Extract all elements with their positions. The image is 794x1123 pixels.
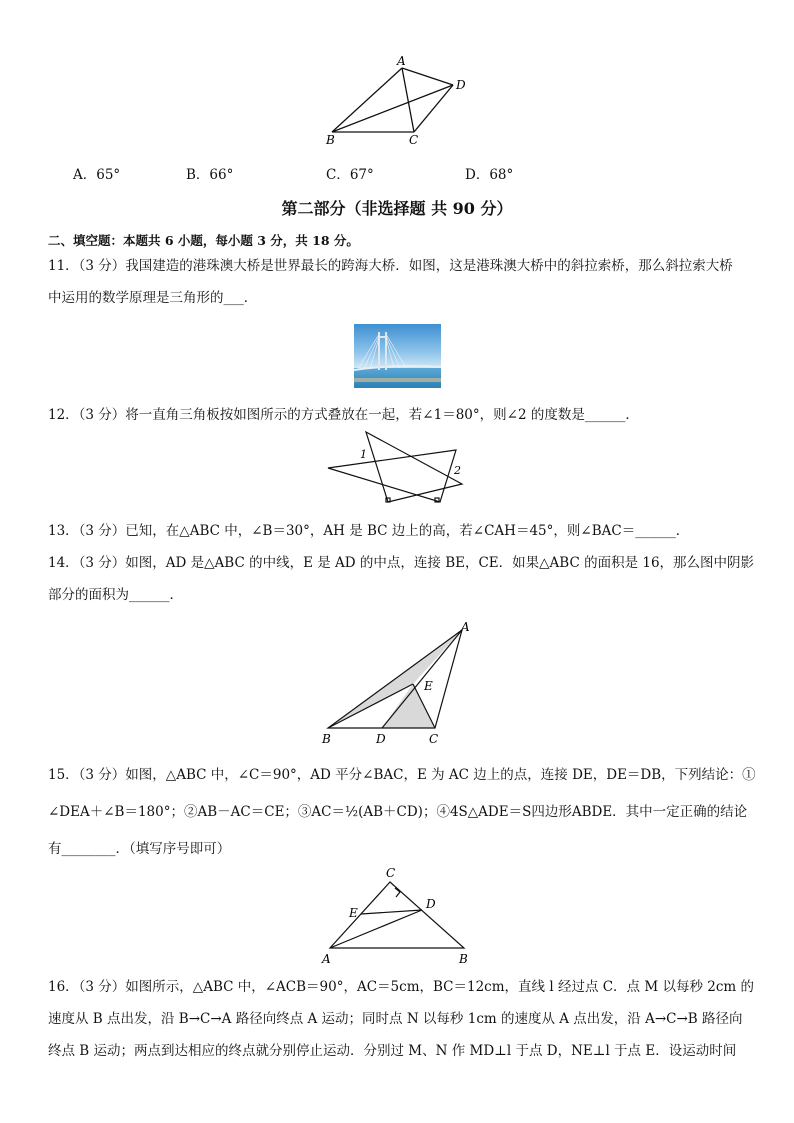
top-quadrilateral-figure — [320, 52, 480, 152]
label-c: C — [386, 866, 396, 880]
q16-line3: 终点 B 运动；两点到达相应的终点就分别停止运动．分别过 M、N 作 MD⊥l 于点 D，NE⊥l 于点 E．设运动时间 — [48, 1043, 737, 1059]
q14-line1: 14．（3 分）如图，AD 是△ABC 的中线，E 是 AD 的中点，连接 BE，CE．如果△ABC 的面积是 16，那么图中阴影 — [48, 555, 755, 571]
label-d: D — [426, 897, 436, 911]
q11-line2: 中运用的数学原理是三角形的___． — [48, 290, 258, 306]
bridge-photo — [354, 324, 441, 388]
angle-label-2: 2 — [454, 464, 461, 477]
angle-label-1: 1 — [360, 448, 367, 461]
diagonal-ac — [402, 68, 414, 132]
q11-line1: 11．（3 分）我国建造的港珠澳大桥是世界最长的跨海大桥．如图，这是港珠澳大桥中的斜拉索桥，那么斜拉索大桥 — [48, 258, 733, 274]
q14-line2: 部分的面积为______． — [48, 587, 183, 603]
q16-line1: 16．（3 分）如图所示，△ABC 中，∠ACB＝90°，AC＝5cm，BC＝12cm，直线 l 经过点 C．点 M 以每秒 2cm 的 — [48, 979, 755, 995]
label-d: D — [456, 78, 466, 92]
bisector-ad — [330, 910, 422, 948]
q12-triangles-figure — [320, 428, 480, 510]
q15-line2: ∠DEA＋∠B＝180°；②AB－AC＝CE；③AC＝½(AB＋CD)；④4S△ADE＝S四边形ABDE．其中一定正确的结论 — [48, 804, 748, 820]
segment-ba — [332, 68, 402, 132]
label-b: B — [322, 732, 331, 746]
label-b: B — [326, 133, 335, 147]
q15-line3: 有________．（填写序号即可） — [48, 841, 231, 857]
triangle-two — [328, 450, 456, 502]
part-title: 第二部分（非选择题 共 90 分） — [281, 199, 513, 218]
label-c: C — [409, 133, 419, 147]
label-a: A — [397, 54, 406, 68]
q15-line1: 15．（3 分）如图，△ABC 中，∠C＝90°，AD 平分∠BAC，E 为 AC 边上的点，连接 DE，DE＝DB，下列结论：① — [48, 767, 756, 783]
label-b: B — [459, 952, 468, 966]
option-a: A．65° — [73, 167, 121, 183]
diagonal-bd — [332, 85, 453, 132]
q14-triangle-figure — [318, 618, 478, 748]
label-c: C — [429, 732, 439, 746]
q16-line2: 速度从 B 点出发，沿 B→C→A 路径向终点 A 运动；同时点 N 以每秒 1cm 的速度从 A 点出发，沿 A→C→B 路径向 — [48, 1011, 743, 1027]
segment-ad — [402, 68, 453, 85]
option-d: D．68° — [465, 167, 514, 183]
label-e: E — [349, 906, 358, 920]
q12-line1: 12．（3 分）将一直角三角板按如图所示的方式叠放在一起，若∠1＝80°，则∠2 的度数是______． — [48, 407, 639, 423]
section-heading: 二、填空题：本题共 6 小题，每小题 3 分，共 18 分。 — [48, 233, 359, 248]
triangle-one — [366, 432, 462, 502]
label-a: A — [322, 952, 331, 966]
option-c: C．67° — [326, 167, 374, 183]
label-e: E — [424, 679, 433, 693]
label-a: A — [461, 620, 470, 634]
label-d: D — [376, 732, 386, 746]
q15-triangle-figure — [318, 862, 478, 968]
right-angle-mark-c — [395, 888, 400, 897]
option-b: B．66° — [186, 167, 234, 183]
q13-line1: 13．（3 分）已知，在△ABC 中，∠B＝30°，AH 是 BC 边上的高，若∠CAH＝45°，则∠BAC＝______． — [48, 523, 690, 539]
